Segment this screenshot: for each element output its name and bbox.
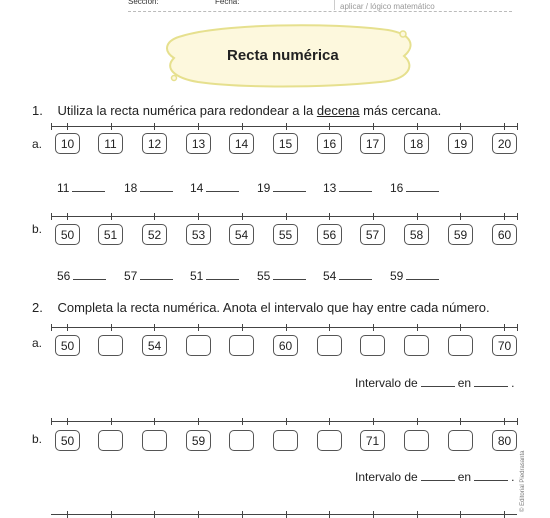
q1a-tick (111, 123, 112, 130)
q1b-answer-number: 56 (57, 269, 71, 283)
q2b-empty-box[interactable] (404, 430, 429, 451)
q1b-box: 50 (55, 224, 80, 245)
header-rule (128, 11, 512, 12)
q2a-tick (111, 324, 112, 331)
q1b-answer-item (390, 269, 439, 283)
q2a-empty-box[interactable] (404, 335, 429, 356)
q2a-label: a. (32, 336, 43, 350)
seccion-label: Sección: (128, 0, 159, 6)
next-axis-tick (286, 511, 287, 518)
q1b-answer-number: 57 (124, 269, 138, 283)
fecha-label: Fecha: (215, 0, 240, 6)
q1a-tick (198, 123, 199, 130)
q1a-tick (460, 123, 461, 130)
q1b-box: 54 (229, 224, 254, 245)
q2b-end-tick (517, 418, 518, 425)
q1b-answer-item (257, 269, 306, 283)
question-2-text: Completa la recta numérica. Anota el intervalo que hay entre cada número. (57, 300, 490, 315)
q2a-empty-box[interactable] (360, 335, 385, 356)
question-1 (32, 103, 441, 118)
q1a-answer-item (257, 181, 306, 195)
q1a-box: 12 (142, 133, 167, 154)
q1a-box: 17 (360, 133, 385, 154)
q2b-tick (242, 418, 243, 425)
q1b-start-tick (51, 213, 52, 220)
q1a-box: 10 (55, 133, 80, 154)
q2a-empty-box[interactable] (186, 335, 211, 356)
q1b-tick (154, 213, 155, 220)
q1b-tick (242, 213, 243, 220)
q1b-box: 53 (186, 224, 211, 245)
q2a-tick (154, 324, 155, 331)
q1a-answer-number: 11 (57, 181, 70, 195)
q1a-box: 15 (273, 133, 298, 154)
q1a-answer-number: 13 (323, 181, 337, 195)
q1a-tick (286, 123, 287, 130)
q2a-tick (242, 324, 243, 331)
q2b-tick (198, 418, 199, 425)
q1b-box: 52 (142, 224, 167, 245)
next-axis-tick (154, 511, 155, 518)
q1b-tick (329, 213, 330, 220)
q1a-tick (67, 123, 68, 130)
side-copyright: © Editorial Piedrasanta (520, 450, 526, 512)
q2b-tick (67, 418, 68, 425)
interval-q2a: Intervalo de en . (355, 376, 515, 390)
q1b-end-tick (517, 213, 518, 220)
q1b-box: 51 (98, 224, 123, 245)
q1a-axis (51, 126, 517, 127)
q2b-box: 71 (360, 430, 385, 451)
q1b-answer-number: 54 (323, 269, 337, 283)
page-title: Recta numérica (227, 47, 339, 64)
q1a-box: 11 (98, 133, 123, 154)
q1a-answer-item (390, 181, 439, 195)
q2b-tick (417, 418, 418, 425)
next-axis (51, 514, 517, 515)
q1a-answer-blank[interactable] (273, 190, 306, 192)
q1a-tick (329, 123, 330, 130)
next-axis-tick (504, 511, 505, 518)
q1b-tick (198, 213, 199, 220)
interval-q2a-blank-2[interactable] (474, 385, 508, 387)
q1b-answer-item (323, 269, 372, 283)
q1b-box: 58 (404, 224, 429, 245)
q2b-empty-box[interactable] (448, 430, 473, 451)
q1a-box: 13 (186, 133, 211, 154)
q2a-empty-box[interactable] (448, 335, 473, 356)
q2a-tick (417, 324, 418, 331)
q2b-label: b. (32, 432, 43, 446)
q2b-empty-box[interactable] (98, 430, 123, 451)
q1b-tick (417, 213, 418, 220)
interval-q2b: Intervalo de en . (355, 470, 515, 484)
q2b-axis (51, 421, 517, 422)
q1b-tick (460, 213, 461, 220)
q1a-box: 20 (492, 133, 517, 154)
q2b-box: 59 (186, 430, 211, 451)
q1a-answer-item (323, 181, 372, 195)
question-1-underlined: decena (316, 103, 360, 118)
question-2-number: 2. (32, 300, 43, 315)
q1b-box: 57 (360, 224, 385, 245)
q2b-tick (286, 418, 287, 425)
q2b-tick (329, 418, 330, 425)
q1a-answer-blank[interactable] (72, 190, 105, 192)
next-axis-tick (460, 511, 461, 518)
q2a-end-tick (517, 324, 518, 331)
q2b-empty-box[interactable] (317, 430, 342, 451)
q1b-tick (504, 213, 505, 220)
q2a-tick (329, 324, 330, 331)
q1a-answer-blank[interactable] (206, 190, 239, 192)
q2a-box: 50 (55, 335, 80, 356)
q1a-label: a. (32, 137, 43, 151)
q1b-box: 56 (317, 224, 342, 245)
next-axis-tick (329, 511, 330, 518)
q1b-tick (111, 213, 112, 220)
q1a-box: 19 (448, 133, 473, 154)
q2b-box: 50 (55, 430, 80, 451)
interval-q2a-blank-1[interactable] (421, 385, 455, 387)
q1a-tick (504, 123, 505, 130)
q1a-answer-item (57, 181, 105, 195)
q2a-empty-box[interactable] (317, 335, 342, 356)
q1a-box: 16 (317, 133, 342, 154)
q1b-box: 60 (492, 224, 517, 245)
q2a-tick (373, 324, 374, 331)
q2a-start-tick (51, 324, 52, 331)
q1b-answer-blank[interactable] (406, 278, 439, 280)
next-axis-tick (417, 511, 418, 518)
q1b-tick (286, 213, 287, 220)
q1a-box: 14 (229, 133, 254, 154)
q2b-tick (460, 418, 461, 425)
q1b-answer-item (190, 269, 239, 283)
q1a-answer-number: 16 (390, 181, 404, 195)
q1b-answer-item (57, 269, 106, 283)
q1a-answer-item (190, 181, 239, 195)
q1a-tick (417, 123, 418, 130)
next-axis-tick (111, 511, 112, 518)
q1b-tick (67, 213, 68, 220)
q1b-answer-blank[interactable] (339, 278, 372, 280)
q1b-tick (373, 213, 374, 220)
q1b-answer-blank[interactable] (140, 278, 173, 280)
q2b-tick (373, 418, 374, 425)
q1a-tick (373, 123, 374, 130)
q2a-axis (51, 327, 517, 328)
q2a-tick (504, 324, 505, 331)
q2a-tick (198, 324, 199, 331)
q1b-answer-number: 59 (390, 269, 404, 283)
q2a-box: 54 (142, 335, 167, 356)
q1b-box: 59 (448, 224, 473, 245)
q1b-answer-number: 55 (257, 269, 271, 283)
next-axis-tick (198, 511, 199, 518)
q1a-answer-blank[interactable] (406, 190, 439, 192)
q1b-answer-item (124, 269, 173, 283)
q1b-answer-number: 51 (190, 269, 204, 283)
q2a-empty-box[interactable] (98, 335, 123, 356)
question-2 (32, 300, 490, 315)
interval-q2b-blank-1[interactable] (421, 479, 455, 481)
q1b-box: 55 (273, 224, 298, 245)
q1a-answer-number: 14 (190, 181, 204, 195)
next-axis-tick (373, 511, 374, 518)
q2b-start-tick (51, 418, 52, 425)
skill-text: aplicar / lógico matemático (340, 2, 435, 11)
q1a-tick (154, 123, 155, 130)
next-axis-tick (67, 511, 68, 518)
q2a-tick (460, 324, 461, 331)
question-1-text: Utiliza la recta numérica para redondear a la decena más cercana. (57, 103, 442, 118)
q1a-tick (242, 123, 243, 130)
q1b-answer-blank[interactable] (273, 278, 306, 280)
q2b-box: 80 (492, 430, 517, 451)
q2b-tick (154, 418, 155, 425)
interval-q2b-blank-2[interactable] (474, 479, 508, 481)
q1a-box: 18 (404, 133, 429, 154)
q1a-answer-blank[interactable] (140, 190, 173, 192)
q2b-empty-box[interactable] (142, 430, 167, 451)
q2a-box: 60 (273, 335, 298, 356)
q1b-label: b. (32, 222, 43, 236)
header-divider (334, 0, 335, 10)
q1a-answer-number: 18 (124, 181, 138, 195)
q1b-answer-blank[interactable] (206, 278, 239, 280)
q1a-answer-blank[interactable] (339, 190, 372, 192)
q1a-answer-number: 19 (257, 181, 271, 195)
q1b-axis (51, 216, 517, 217)
q2a-tick (67, 324, 68, 331)
q2b-tick (504, 418, 505, 425)
next-axis-tick (242, 511, 243, 518)
q2a-tick (286, 324, 287, 331)
question-1-number: 1. (32, 103, 43, 118)
q1a-end-tick (517, 123, 518, 130)
q2b-empty-box[interactable] (273, 430, 298, 451)
q1a-start-tick (51, 123, 52, 130)
q2b-tick (111, 418, 112, 425)
q1a-answer-item (124, 181, 173, 195)
q2a-box: 70 (492, 335, 517, 356)
q2a-empty-box[interactable] (229, 335, 254, 356)
q2b-empty-box[interactable] (229, 430, 254, 451)
q1b-answer-blank[interactable] (73, 278, 106, 280)
